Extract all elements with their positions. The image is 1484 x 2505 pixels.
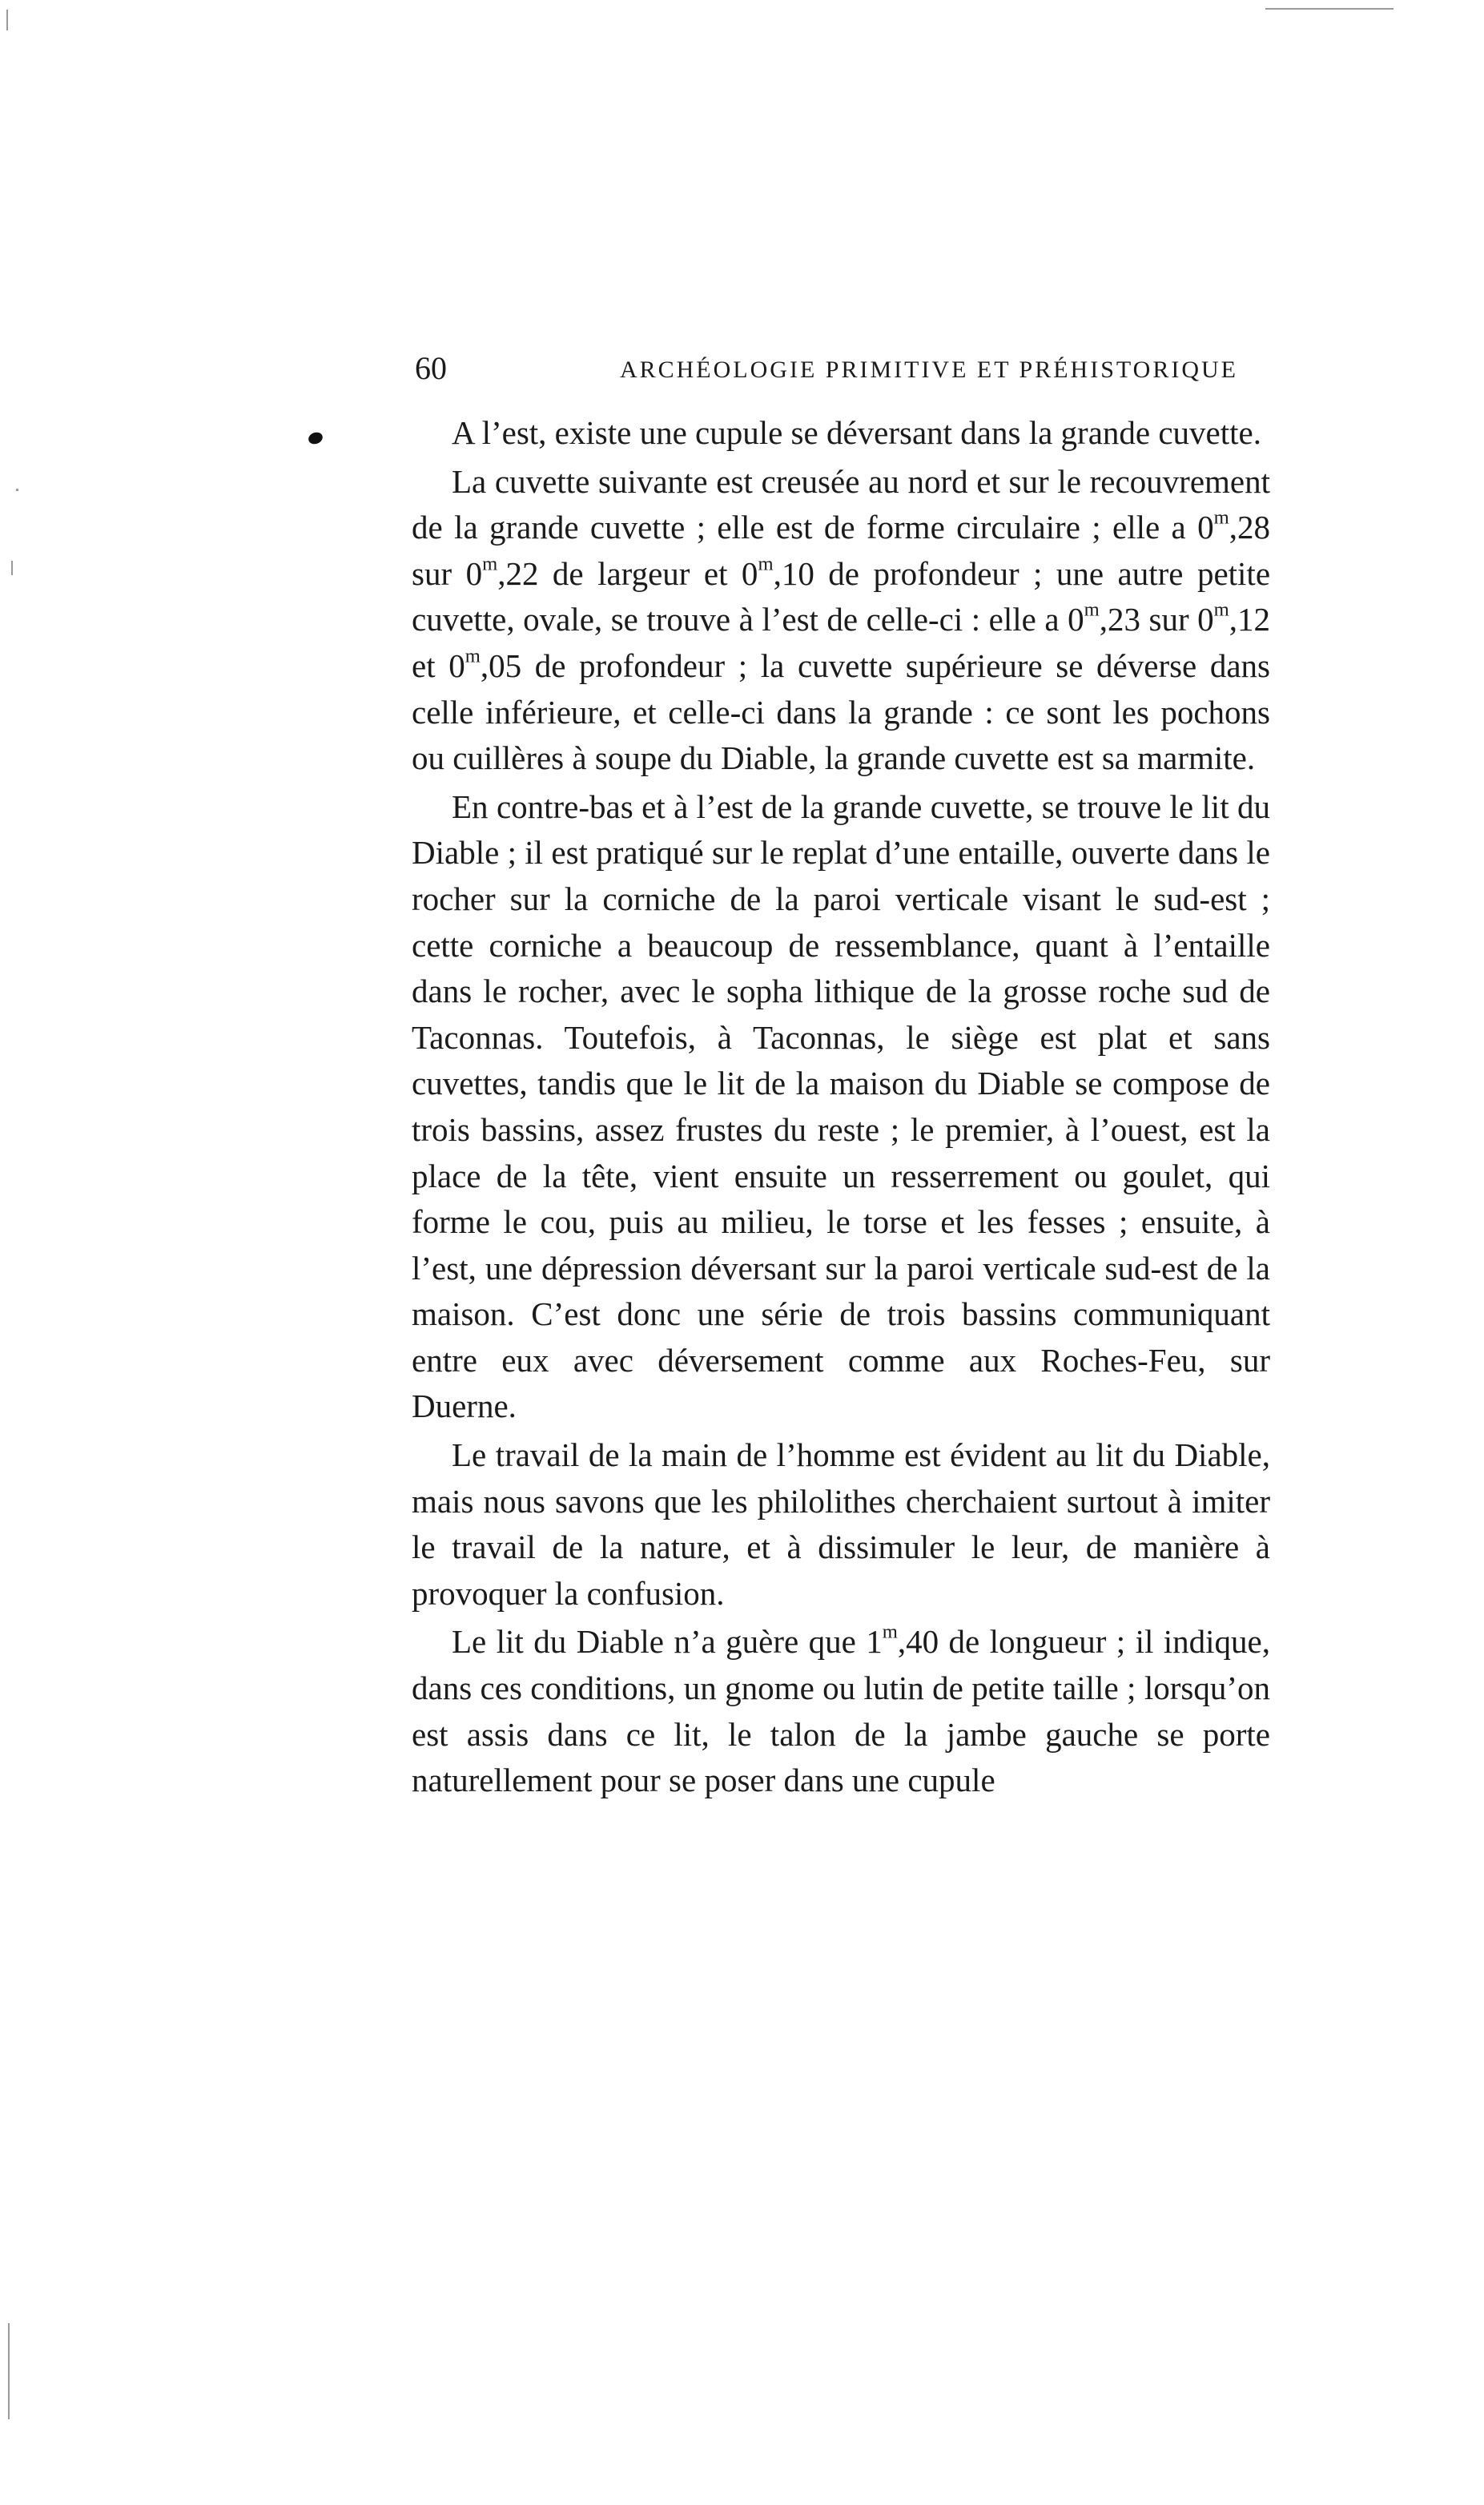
text-run: ,28 sur 0: [412, 509, 1270, 592]
scan-artifact: [11, 561, 13, 575]
body-text: [412, 410, 1270, 1804]
unit-superscript: m: [1213, 598, 1229, 621]
scan-artifact: [6, 10, 8, 30]
unit-superscript: m: [1084, 598, 1100, 621]
page-header: [415, 346, 1240, 391]
paragraph-4: [412, 1432, 1270, 1617]
text-run: ,22 de largeur et 0: [497, 554, 758, 592]
text-run: ,12 et 0: [412, 601, 1270, 684]
paragraph-5: [412, 1619, 1270, 1803]
unit-superscript: m: [1213, 506, 1229, 529]
text-run: ,05 de profondeur ; la cuvette supérieure se déverse dans celle inférieure, et celle-ci dans la grande : ce sont les pochons ou cuillères à soupe du Diable, la grande cuvette est sa marmite.: [412, 646, 1271, 777]
text-run: ,40 de longueur ; il indique, dans ces conditions, un gnome ou lutin de petite taille ; lorsqu’on est assis dans ce lit, le talon de la jambe gauche se porte naturellement pour se poser dans une cupule: [412, 1623, 1271, 1799]
unit-superscript: m: [465, 645, 481, 667]
text-run: A l’est, existe une cupule se déversant dans la grande cuvette.: [452, 414, 1261, 451]
text-run: ,10 de profondeur ; une autre petite cuvette, ovale, se trouve à l’est de celle-ci : elle a 0: [412, 554, 1271, 638]
scan-artifact: [16, 489, 18, 491]
running-title: ARCHÉOLOGIE PRIMITIVE ET PRÉHISTORIQUE: [619, 356, 1238, 383]
paragraph-2: [412, 459, 1270, 782]
text-run: La cuvette suivante est creusée au nord et sur le recouvrement de la grande cuvette ; elle est de forme circulaire ; elle a 0: [412, 462, 1270, 546]
scan-artifact: [8, 2323, 10, 2419]
margin-ink-mark: [307, 430, 324, 445]
unit-superscript: m: [758, 553, 774, 575]
text-run: Le travail de la main de l’homme est évident au lit du Diable, mais nous savons que les philolithes cherchaient surtout à imiter le travail de la nature, et à dissimuler le leur, de manière à provoquer la confusion.: [412, 1436, 1270, 1612]
text-run: ,23 sur 0: [1099, 601, 1214, 638]
text-run: Le lit du Diable n’a guère que 1: [452, 1623, 883, 1661]
text-run: En contre-bas et à l’est de la grande cuvette, se trouve le lit du Diable ; il est pratiqué sur le replat d’une entaille, ouverte dans le rocher sur la corniche de la paroi verticale visant le sud-est ; cette corniche a beaucoup de ressemblance, quant à l’entaille dans le rocher, avec le sopha lithique de la grosse roche sud de Taconnas. Toutefois, à Taconnas, le siège est plat et sans cuvettes, tandis que le lit de la maison du Diable se compose de trois bassins, assez frustes du reste ; le premier, à l’ouest, est la place de la tête, vient ensuite un resserrement ou goulet, qui forme le cou, puis au milieu, le torse et les fesses ; ensuite, à l’est, une dépression déversant sur la paroi verticale sud-est de la maison. C’est donc une série de trois bassins communiquant entre eux avec déversement comme aux Roches-Feu, sur Duerne.: [412, 787, 1270, 1425]
unit-superscript: m: [482, 553, 498, 575]
paragraph-3: [412, 784, 1270, 1430]
paragraph-1: [412, 410, 1270, 457]
unit-superscript: m: [882, 1621, 898, 1643]
page-number: 60: [415, 350, 447, 386]
scan-artifact: [1265, 8, 1394, 10]
